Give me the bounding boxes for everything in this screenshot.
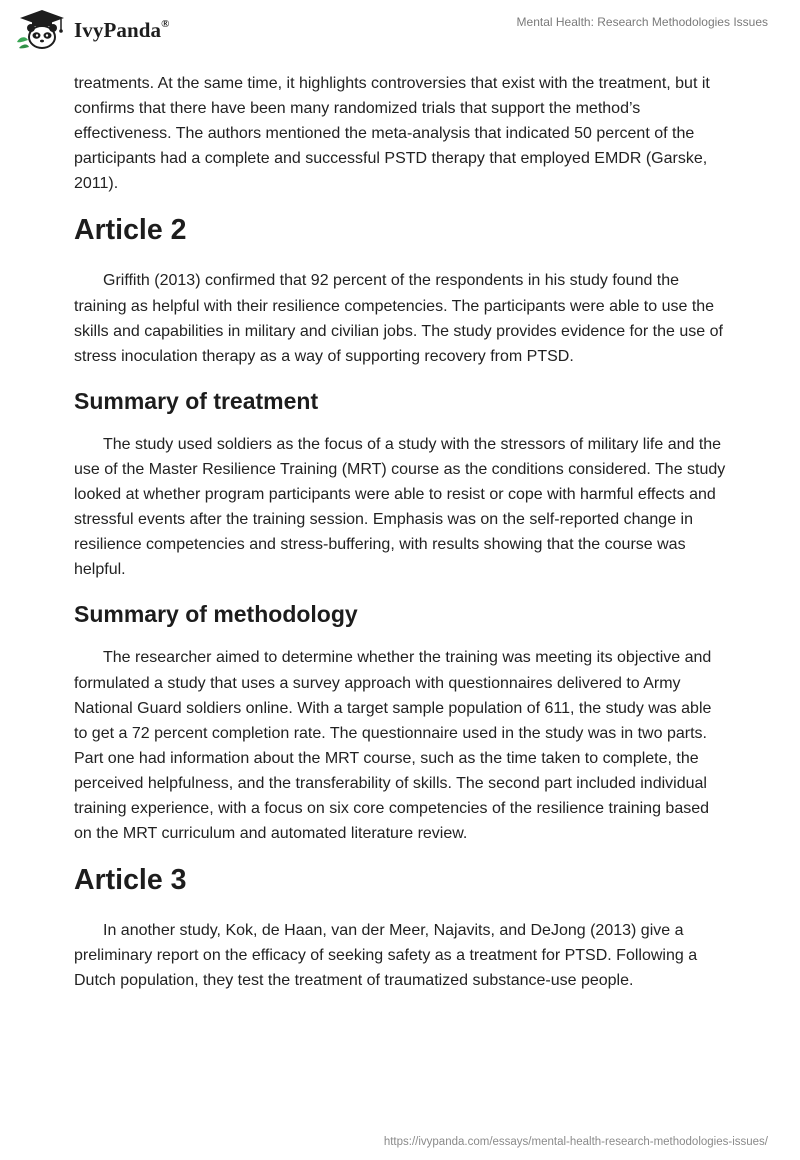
page-header (0, 0, 800, 64)
paragraph-treatment: The study used soldiers as the focus of a study with the stressors of military life and the use of the Master Resilience Training (MRT) course as the conditions considered. The study looked at whether program participants were able to resist or cope with harmful effects and stressful events after the training session. Emphasis was on the self-reported change in resilience competencies and stress-buffering, with results showing that the course was helpful. (74, 435, 726, 579)
ivypanda-logo[interactable] (14, 8, 170, 52)
heading-summary-of-methodology: Summary of methodology (74, 601, 358, 628)
heading-article-3: Article 3 (74, 864, 187, 897)
paragraph-methodology: The researcher aimed to determine whether the training was meeting its objective and formulated a study that uses a survey approach with questionnaires delivered to Army National Guard soldiers online. With a target sample population of 611, the study was able to get a 72 percent completion rate. The questionnaire used in the study was in two parts. Part one had information about the MRT course, such as the time taken to complete, the perceived helpfulness, and the transferability of skills. The second part included individual training experience, with a focus on six core competencies of the resilience training based on the MRT curriculum and automated literature review. (74, 649, 712, 843)
heading-article-2: Article 2 (74, 214, 187, 247)
source-url[interactable]: https://ivypanda.com/essays/mental-health-research-methodologies-issues/ (383, 1136, 768, 1148)
heading-summary-of-treatment: Summary of treatment (74, 387, 319, 414)
paragraph-intro: treatments. At the same time, it highlights controversies that exist with the treatment, but it confirms that there have been many randomized trials that support the method’s effectiveness. The authors mentioned the meta-analysis that indicated 50 percent of the participants had a complete and successful PSTD therapy that employed EMDR (Garske, 2011). (74, 75, 710, 193)
paragraph-article-3: In another study, Kok, de Haan, van der Meer, Najavits, and DeJong (2013) give a preliminary report on the efficacy of seeking safety as a treatment for PTSD. Following a Dutch population, they test the treatment of traumatized substance-use people. (74, 922, 698, 990)
document-title: Mental Health: Research Methodologies Issues (516, 15, 768, 29)
logo-wordmark: IvyPanda® (74, 17, 170, 42)
paragraph-article-2: Griffith (2013) confirmed that 92 percent of the respondents in his study found the training as helpful with their resilience competencies. The participants were able to use the skills and capabilities in military and civilian jobs. The study provides evidence for the use of stress inoculation therapy as a way of supporting recovery from PTSD. (74, 272, 723, 365)
panda-graduate-icon (14, 8, 70, 52)
essay-body (74, 71, 726, 993)
